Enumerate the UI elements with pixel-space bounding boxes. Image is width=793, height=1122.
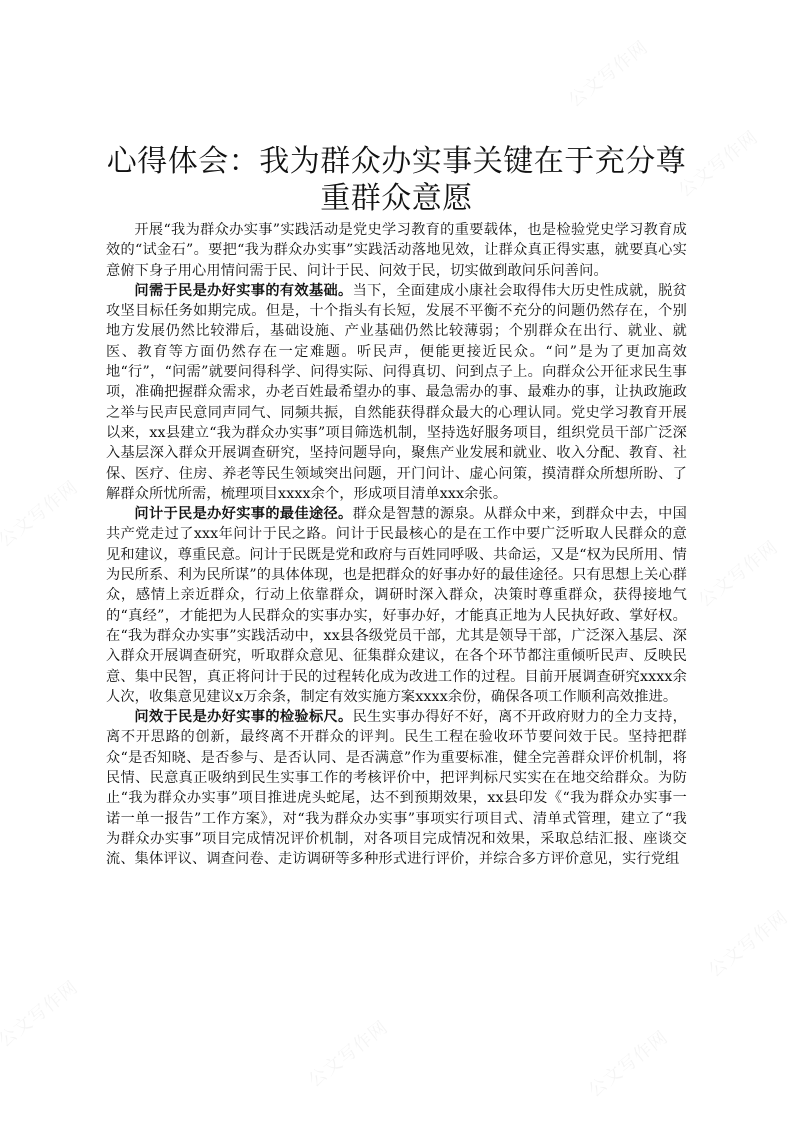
paragraph-lead: 问需于民是办好实事的有效基础。 (134, 282, 353, 299)
watermark (0, 974, 83, 1053)
paragraph-text: 群众是智慧的源泉。从群众中来，到群众中去，中国共产党走过了xxx年问计于民之路。问计于民最核心的是在工作中要广泛听取人民群众的意见和建议，尊重民意。问计于民既是党和政府与百姓同呼吸、共命运，又是“权为民所用、情为民所系、利为民所谋”的具体体现，也是把群众的好事办好的最佳途径。只有思想上关心群众，感情上亲近群众，行动上依靠群众，调研时深入群众，决策时尊重群众，获得接地气的“真经”，才能把为人民群众的实事办实，好事办好，才能真正地为人民执好政、掌好权。在“我为群众办实事”实践活动中，xx县各级党员干部，尤其是领导干部，广泛深入基层、深入群众开展调查研究，听取群众意见、征集群众建议，在各个环节都注重倾听民声、反映民意、集中民智，真正将问计于民的过程转化成为改进工作的过程。目前开展调查研究xxxx余人次，收集意见建议x万余条，制定有效实施方案xxxx余份，确保各项工作顺利高效推进。 (106, 506, 687, 705)
watermark (582, 1024, 673, 1103)
watermark (702, 904, 793, 983)
watermark (692, 534, 783, 613)
paragraph-text: 开展“我为群众办实事”实践活动是党史学习教育的重要载体，也是检验党史学习教育成效的“试金石”。要把“我为群众办实事”实践活动落地见效，让群众真正得实惠，就要真心实意俯下身子用心用情问需于民、问计于民、问效于民，切实做到敢问乐问善问。 (106, 222, 687, 279)
watermark (0, 474, 83, 553)
paragraph-text: 当下，全面建成小康社会取得伟大历史性成就，脱贫攻坚目标任务如期完成。但是，十个指头有长短，发展不平衡不充分的问题仍然存在，个别地方发展仍然比较滞后，基础设施、产业基础仍然比较薄弱；个别群众在出行、就业、就医、教育等方面仍然存在一定难题。听民声，便能更接近民众。“问”是为了更加高效地“行”，“问需”就要问得科学、问得实际、问得真切、问到点子上。向群众公开征求民生事项，准确把握群众需求，办老百姓最希望办的事、最急需办的事、最难办的事，让执政施政之举与民声民意同声同气、同频共振，自然能获得群众最大的心理认同。党史学习教育开展以来，xx县建立“我为群众办实事”项目筛选机制，坚持选好服务项目，组织党员干部广泛深入基层深入群众开展调查研究，坚持问题导向，聚焦产业发展和就业、收入分配、教育、社保、医疗、住房、养老等民生领域突出问题，开门问计、虚心问策，摸清群众所想所盼、了解群众所忧所需，梳理项目xxxx余个，形成项目清单xxx余张。 (106, 282, 687, 502)
intro-paragraph (106, 220, 687, 281)
document-title: 心得体会：我为群众办实事关键在于充分尊重群众意愿 (106, 144, 687, 216)
body-paragraph-advice (106, 504, 687, 707)
document-page (106, 0, 687, 870)
watermark (302, 1014, 393, 1093)
paragraph-lead: 问计于民是办好实事的最佳途径。 (134, 506, 353, 523)
body-paragraph-effect (106, 707, 687, 869)
body-paragraph-needs (106, 281, 687, 504)
paragraph-lead: 问效于民是办好实事的检验标尺。 (134, 709, 353, 726)
paragraph-text: 民生实事办得好不好，离不开政府财力的全力支持，离不开思路的创新，最终离不开群众的评判。民生工程在验收环节要问效于民。坚持把群众“是否知晓、是否参与、是否认同、是否满意”作为重要标准，健全完善群众评价机制，将民情、民意真正吸纳到民生实事工作的考核评价中，把评判标尺实实在在地交给群众。为防止“我为群众办实事”项目推进虎头蛇尾，达不到预期效果，xx县印发《“我为群众办实事一诺一单一报告”工作方案》，对“我为群众办实事”事项实行项目式、清单式管理，建立了“我为群众办实事”项目完成情况评价机制，对各项目完成情况和效果，采取总结汇报、座谈交流、集体评议、调查问卷、走访调研等多种形式进行评价，并综合多方评价意见，实行党组 (106, 709, 687, 868)
